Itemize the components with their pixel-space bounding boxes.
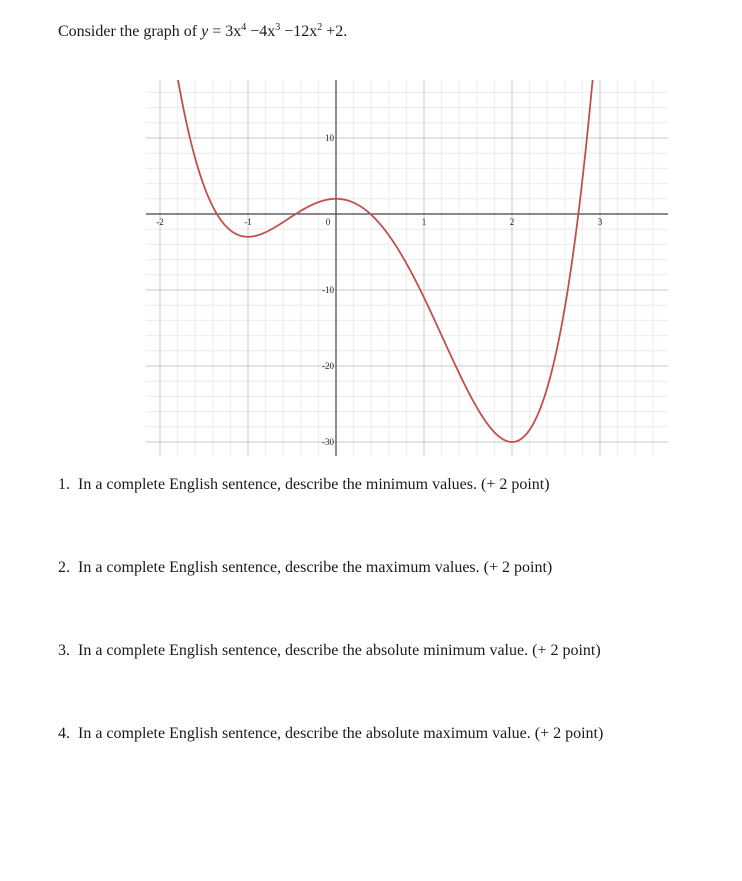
x-tick-label: 1 — [421, 217, 427, 227]
intro-term-3: −12x — [284, 23, 318, 40]
major-grid — [146, 80, 668, 456]
question-2-text: In a complete English sentence, describe the maximum values. (+ 2 point) — [78, 559, 553, 576]
x-tick-label: 3 — [597, 217, 603, 227]
intro-term-1: = 3x — [212, 23, 242, 40]
x-tick-label: -2 — [156, 217, 164, 227]
question-4-number: 4. — [58, 725, 70, 742]
intro-power-2: 3 — [275, 22, 281, 33]
y-tick-label: -10 — [322, 285, 334, 295]
minor-grid — [146, 80, 668, 456]
intro-term-4: +2. — [326, 23, 348, 40]
x-tick-label: 2 — [509, 217, 515, 227]
y-tick-label: -30 — [322, 437, 334, 447]
question-2 — [58, 557, 552, 579]
intro-power-3: 2 — [317, 22, 323, 33]
x-tick-label: -1 — [244, 217, 252, 227]
intro-term-2: −4x — [250, 23, 276, 40]
intro-power-1: 4 — [241, 22, 247, 33]
y-tick-label: -20 — [322, 361, 334, 371]
y-tick-label: 10 — [325, 133, 334, 143]
question-4-text: In a complete English sentence, describe the absolute maximum value. (+ 2 point) — [78, 725, 604, 742]
question-4 — [58, 723, 603, 745]
intro-prefix: Consider the graph of — [58, 23, 198, 40]
question-3-number: 3. — [58, 642, 70, 659]
question-3-text: In a complete English sentence, describe the absolute minimum value. (+ 2 point) — [78, 642, 601, 659]
question-1-number: 1. — [58, 476, 70, 493]
question-3 — [58, 640, 601, 662]
function-curve — [166, 80, 607, 442]
graph-svg — [146, 80, 668, 456]
x-tick-label: 0 — [325, 217, 331, 227]
question-1-text: In a complete English sentence, describe the minimum values. (+ 2 point) — [78, 476, 550, 493]
intro-variable: y — [201, 23, 209, 40]
axes — [146, 80, 668, 456]
function-graph — [146, 80, 668, 456]
question-1 — [58, 474, 550, 496]
question-2-number: 2. — [58, 559, 70, 576]
problem-statement — [58, 20, 347, 44]
